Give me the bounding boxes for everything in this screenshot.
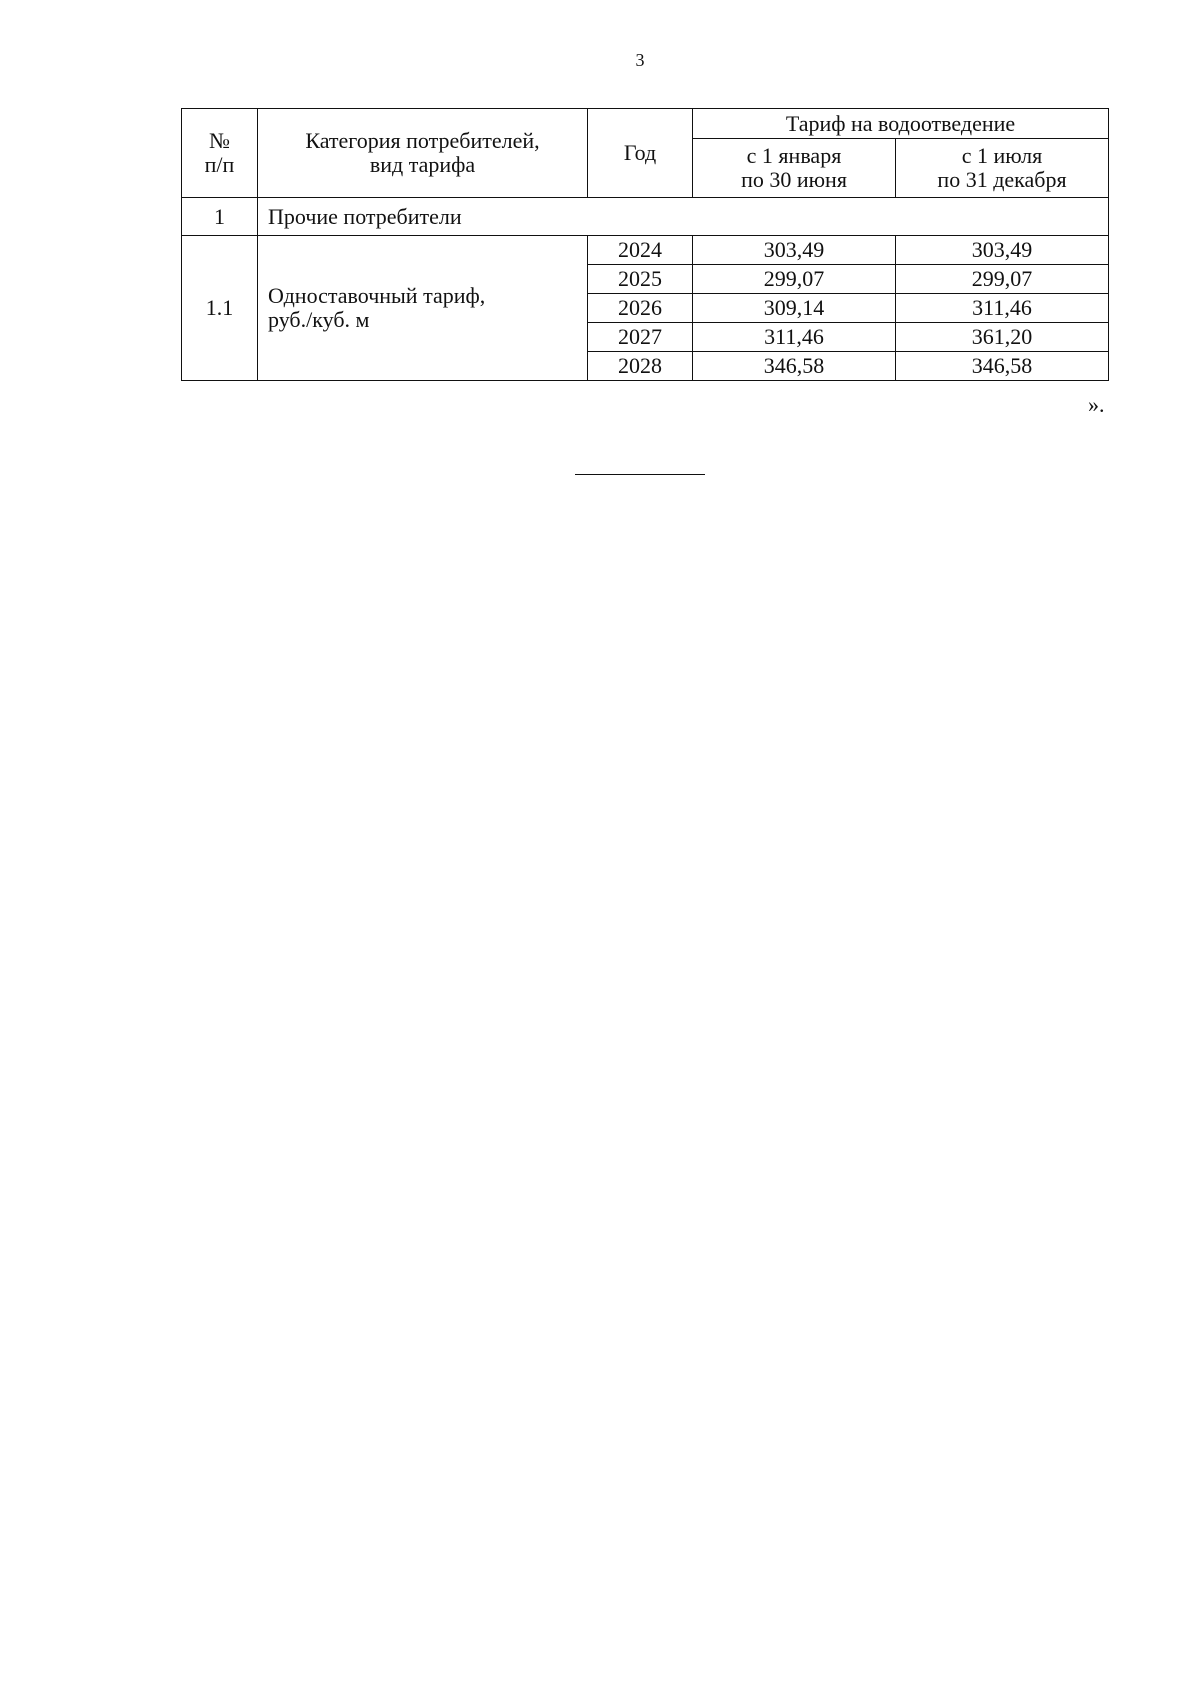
header-category-line-2: вид тарифа [369, 152, 476, 177]
subgroup-category-line-2: руб./куб. м [268, 307, 370, 332]
row-period-1-value: 299,07 [693, 265, 896, 294]
group-number: 1 [182, 198, 258, 236]
row-year: 2028 [588, 352, 693, 381]
header-period-2-line-2: по 31 декабря [937, 167, 1067, 192]
end-separator-line [575, 474, 705, 475]
row-period-2-value: 311,46 [896, 294, 1109, 323]
row-period-1-value: 346,58 [693, 352, 896, 381]
header-period-1 [693, 139, 896, 198]
row-period-2-value: 303,49 [896, 236, 1109, 265]
row-year: 2026 [588, 294, 693, 323]
row-year: 2025 [588, 265, 693, 294]
header-tariff-group: Тариф на водоотведение [693, 109, 1109, 139]
header-category-line-1: Категория потребителей, [305, 128, 540, 154]
row-period-1-value: 311,46 [693, 323, 896, 352]
table-header-row [182, 109, 1109, 139]
header-number [182, 109, 258, 198]
closing-quote: ». [1088, 392, 1105, 417]
row-period-2-value: 361,20 [896, 323, 1109, 352]
subgroup-category-line-1: Одноставочный тариф, [268, 283, 486, 309]
subgroup-category [258, 236, 588, 381]
row-period-1-value: 309,14 [693, 294, 896, 323]
header-period-2 [896, 139, 1109, 198]
row-year: 2024 [588, 236, 693, 265]
header-period-1-line-1: с 1 января [746, 143, 842, 169]
table-row-group [182, 198, 1109, 236]
row-period-2-value: 299,07 [896, 265, 1109, 294]
header-year: Год [588, 109, 693, 198]
row-period-1-value: 303,49 [693, 236, 896, 265]
header-number-line-1: № [209, 128, 230, 154]
row-year: 2027 [588, 323, 693, 352]
header-category [258, 109, 588, 198]
group-label: Прочие потребители [258, 198, 1109, 236]
header-period-1-line-2: по 30 июня [741, 167, 847, 192]
row-period-2-value: 346,58 [896, 352, 1109, 381]
table-row [182, 236, 1109, 265]
header-number-line-2: п/п [204, 152, 235, 177]
tariff-table [181, 108, 1109, 381]
page-number: 3 [635, 50, 645, 70]
subgroup-number: 1.1 [182, 236, 258, 381]
header-period-2-line-1: с 1 июля [961, 143, 1043, 169]
